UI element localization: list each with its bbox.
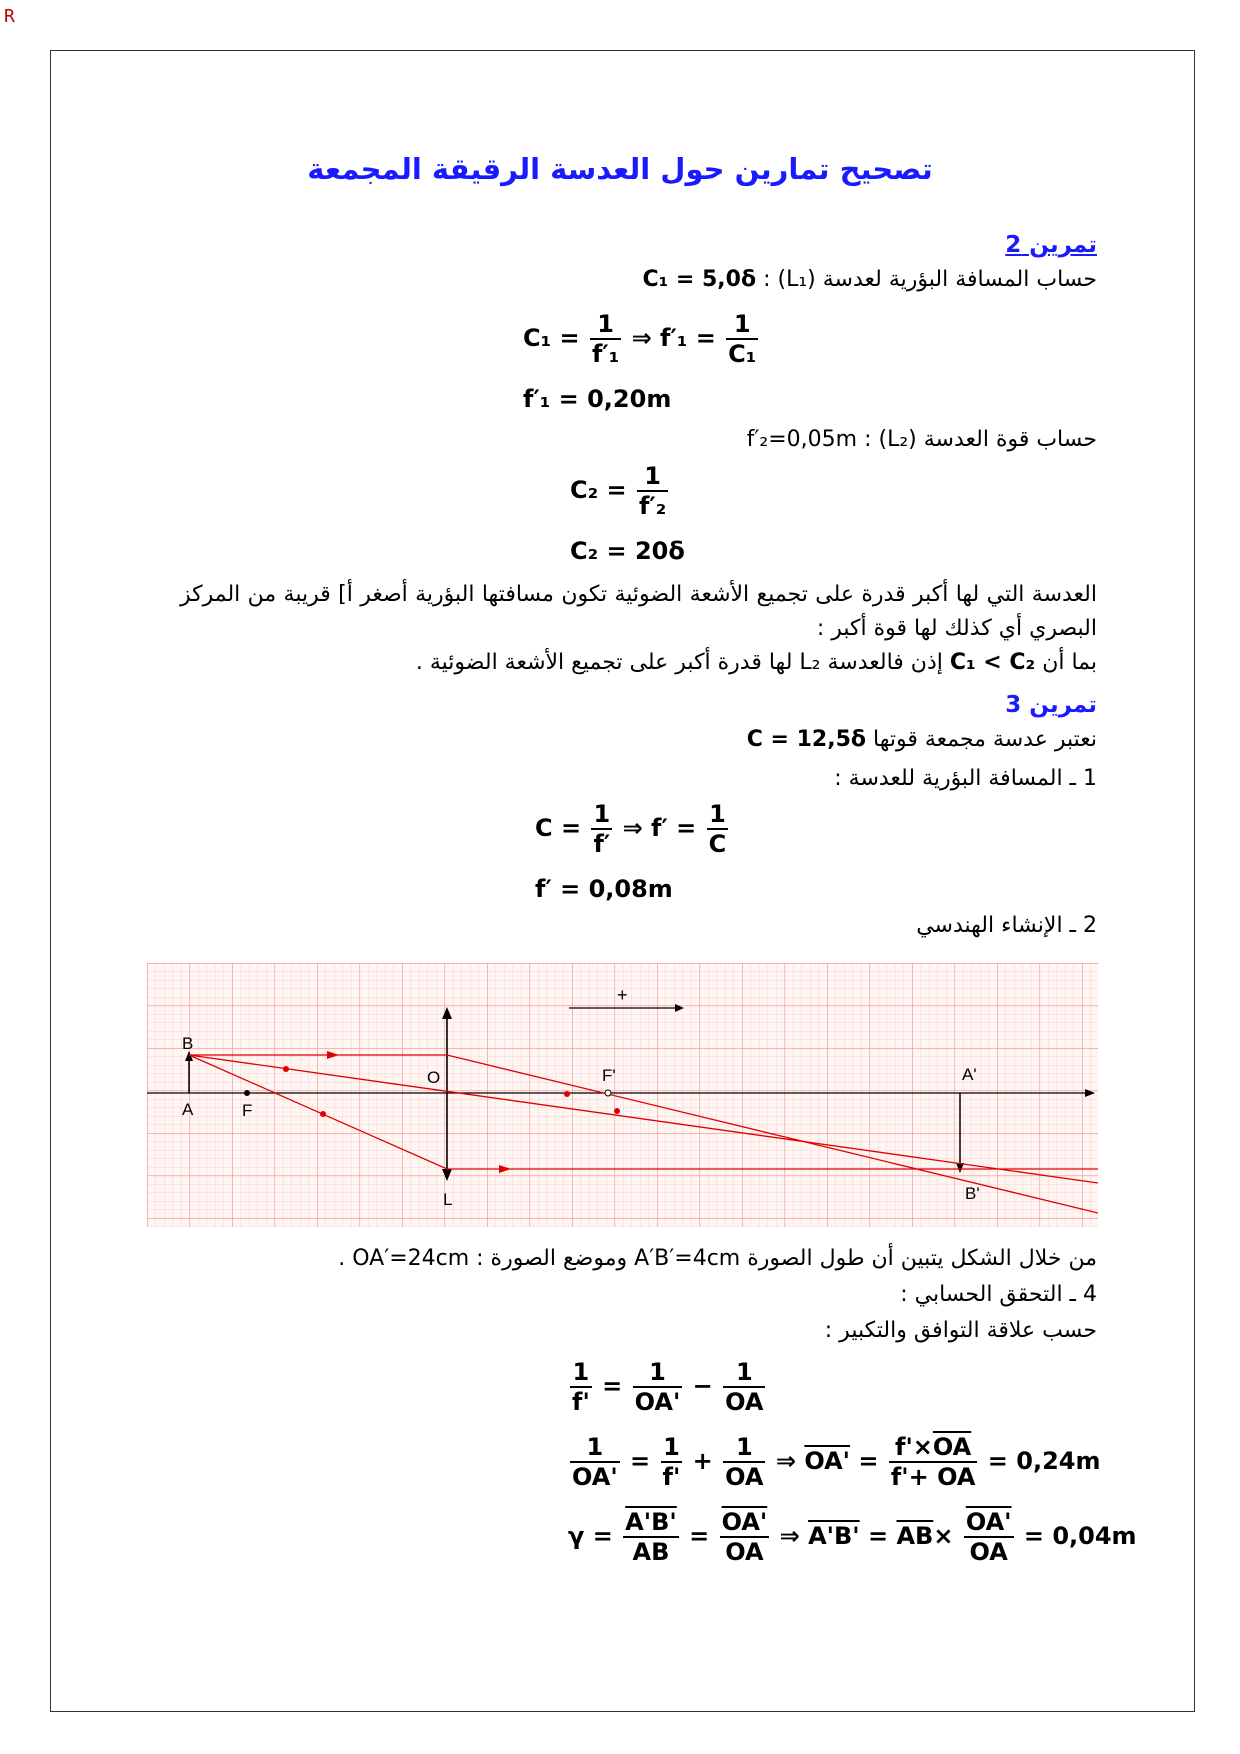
denominator: f′ bbox=[593, 830, 611, 858]
eq-lhs: C = bbox=[535, 814, 582, 842]
conjugation-formula: $\frac{1}{f'}$ = $\frac{1}{OA'}$ − $\frac{1}{OA}$ bbox=[572, 1358, 764, 1416]
ex3-result: f′ = 0,08m bbox=[535, 875, 673, 903]
numerator: 1 bbox=[726, 310, 758, 340]
numerator: A'B' bbox=[625, 1508, 677, 1536]
fraction bbox=[723, 1358, 765, 1416]
ex3-question-2: 2 ـ الإنشاء الهندسي bbox=[916, 913, 1097, 938]
denominator: OA' bbox=[572, 1463, 618, 1491]
numerator: 1 bbox=[570, 1433, 620, 1463]
term-fp: f' bbox=[895, 1433, 913, 1461]
denominator: f′₂ bbox=[638, 492, 667, 520]
label-fp: F' bbox=[602, 1066, 616, 1085]
ex2-line2-value: f′₂=0,05m bbox=[746, 427, 858, 452]
numerator: 1 bbox=[637, 462, 668, 492]
numerator: 1 bbox=[723, 1358, 765, 1388]
ray-marker bbox=[564, 1091, 570, 1097]
ray-marker bbox=[283, 1066, 289, 1072]
fraction bbox=[661, 1433, 683, 1491]
denominator: C₁ bbox=[728, 340, 757, 368]
fraction bbox=[964, 1508, 1014, 1566]
fraction bbox=[707, 800, 729, 858]
numerator: 1 bbox=[633, 1358, 683, 1388]
fraction bbox=[570, 1433, 620, 1491]
ex3-question-1: 1 ـ المسافة البؤرية للعدسة : bbox=[834, 766, 1097, 791]
fraction: $\frac{f'\times\overline{OA}}{f'+ \overline{OA}}$ bbox=[890, 1433, 976, 1491]
denominator: OA bbox=[725, 1463, 764, 1491]
corner-mark: R bbox=[4, 6, 15, 27]
ex2-line1-value: C₁ = 5,0δ bbox=[642, 267, 757, 292]
denominator: f' bbox=[572, 1388, 590, 1416]
numerator: 1 bbox=[707, 800, 729, 830]
denominator: OA bbox=[725, 1538, 764, 1566]
numerator: 1 bbox=[661, 1433, 683, 1463]
label-o: O bbox=[427, 1068, 441, 1087]
formula-2-value: = 0,24m bbox=[987, 1447, 1101, 1475]
denominator: f' bbox=[662, 1463, 681, 1491]
ex3-question-4b: حسب علاقة التوافق والتكبير : bbox=[824, 1318, 1097, 1343]
ex2-line2-text: حساب قوة العدسة (L₂) : bbox=[864, 427, 1097, 452]
label-a: A bbox=[182, 1100, 194, 1119]
term-oap: OA' bbox=[804, 1447, 850, 1475]
ray-marker bbox=[614, 1108, 620, 1114]
ex2-result-2: C₂ = 20δ bbox=[570, 537, 685, 565]
conclusion-part-a: بما أن bbox=[1042, 650, 1097, 675]
eq-mid: ⇒ f′₁ = bbox=[631, 324, 716, 352]
ex2-equation-1 bbox=[523, 310, 760, 368]
ray-diagram bbox=[147, 963, 1098, 1227]
numerator: OA' bbox=[721, 1508, 768, 1536]
fraction bbox=[637, 462, 668, 520]
numerator: OA' bbox=[965, 1508, 1012, 1536]
denominator: OA' bbox=[634, 1388, 681, 1416]
label-b: B bbox=[182, 1034, 194, 1053]
term-oa: $\overline{OA}$ bbox=[937, 1463, 976, 1491]
ex3-line1-value: C = 12,5δ bbox=[746, 727, 866, 752]
magnification-formula: γ = $\frac{A'B'}{AB}$ = $\frac{OA'}{OA}$ ⇒ $A'B' = \overline{AB}\times$ $\frac{OA'}{OA}$ = 0,04m bbox=[568, 1508, 1137, 1566]
fraction bbox=[720, 1508, 770, 1566]
label-f: F bbox=[242, 1101, 253, 1120]
eq-mid: ⇒ f′ = bbox=[622, 814, 697, 842]
eq-lhs: C₂ = bbox=[570, 476, 627, 504]
label-bp: B' bbox=[965, 1184, 980, 1203]
focal-point-fp bbox=[605, 1090, 611, 1096]
image-position-formula: $\frac{1}{OA'}$ = $\frac{1}{f'}$ + $\frac{1}{OA}$ ⇒ OA' = $\frac{f'\times\overline{OA}}{f'+ \overline{OA}}$ = 0,24m bbox=[572, 1433, 1101, 1491]
exercise-3-heading: تمرين 3 bbox=[1005, 692, 1097, 718]
numerator: 1 bbox=[723, 1433, 765, 1463]
conclusion-part-c: إذن فالعدسة L₂ لها قدرة أكبر على تجميع الأشعة الضوئية . bbox=[415, 650, 943, 675]
ex2-paragraph: العدسة التي لها أكبر قدرة على تجميع الأشعة الضوئية تكون مسافتها البؤرية أصغر أ] قريبة من المركز البصري أي كذلك لها قوة أكبر : bbox=[180, 582, 1097, 641]
term-oa: $\overline{OA}$ bbox=[932, 1433, 972, 1461]
focal-point-f bbox=[244, 1090, 250, 1096]
label-ap: A' bbox=[962, 1065, 977, 1084]
fraction bbox=[590, 310, 621, 368]
page-title: تصحيح تمارين حول العدسة الرقيقة المجمعة bbox=[307, 152, 933, 186]
fraction bbox=[723, 1433, 765, 1491]
ex2-result-1: f′₁ = 0,20m bbox=[523, 385, 672, 413]
ex2-line1-text: حساب المسافة البؤرية لعدسة (L₁) : bbox=[763, 267, 1097, 292]
conclusion-inequality: C₁ < C₂ bbox=[949, 650, 1036, 675]
ex3-line1-text: نعتبر عدسة مجمعة قوتها bbox=[873, 727, 1097, 752]
formula-3-value: = 0,04m bbox=[1023, 1522, 1137, 1550]
gamma-symbol: γ = bbox=[568, 1522, 613, 1550]
ex2-line1 bbox=[642, 267, 1097, 292]
plus-label: + bbox=[617, 985, 628, 1005]
ex2-conclusion bbox=[416, 650, 1097, 675]
fraction bbox=[570, 1358, 592, 1416]
term-fp: f' bbox=[890, 1463, 909, 1491]
denominator: C bbox=[708, 830, 727, 858]
term-ab: $\overline{AB}$ bbox=[896, 1522, 934, 1550]
denominator: OA bbox=[725, 1388, 764, 1416]
fraction bbox=[726, 310, 758, 368]
numerator: 1 bbox=[591, 800, 612, 830]
term-apbp: A'B' bbox=[808, 1522, 860, 1550]
fraction bbox=[633, 1358, 683, 1416]
ex3-equation bbox=[535, 800, 730, 858]
denominator: OA bbox=[969, 1538, 1008, 1566]
ex3-question-4: 4 ـ التحقق الحسابي : bbox=[900, 1282, 1097, 1307]
denominator: AB bbox=[632, 1538, 670, 1566]
ray-marker bbox=[320, 1111, 326, 1117]
fraction bbox=[623, 1508, 679, 1566]
numerator: 1 bbox=[590, 310, 621, 340]
ex2-equation-2 bbox=[570, 462, 670, 520]
exercise-2-heading: تمرين 2 bbox=[1005, 232, 1097, 258]
ex3-line1 bbox=[747, 727, 1097, 752]
ex3-result-line: من خلال الشكل يتبين أن طول الصورة A′B′=4cm وموضع الصورة : OA′=24cm . bbox=[338, 1246, 1097, 1271]
label-l: L bbox=[443, 1190, 453, 1209]
numerator: 1 bbox=[570, 1358, 592, 1388]
eq-lhs: C₁ = bbox=[523, 324, 580, 352]
fraction bbox=[591, 800, 612, 858]
denominator: f′₁ bbox=[591, 340, 620, 368]
ex2-line2 bbox=[747, 427, 1097, 452]
